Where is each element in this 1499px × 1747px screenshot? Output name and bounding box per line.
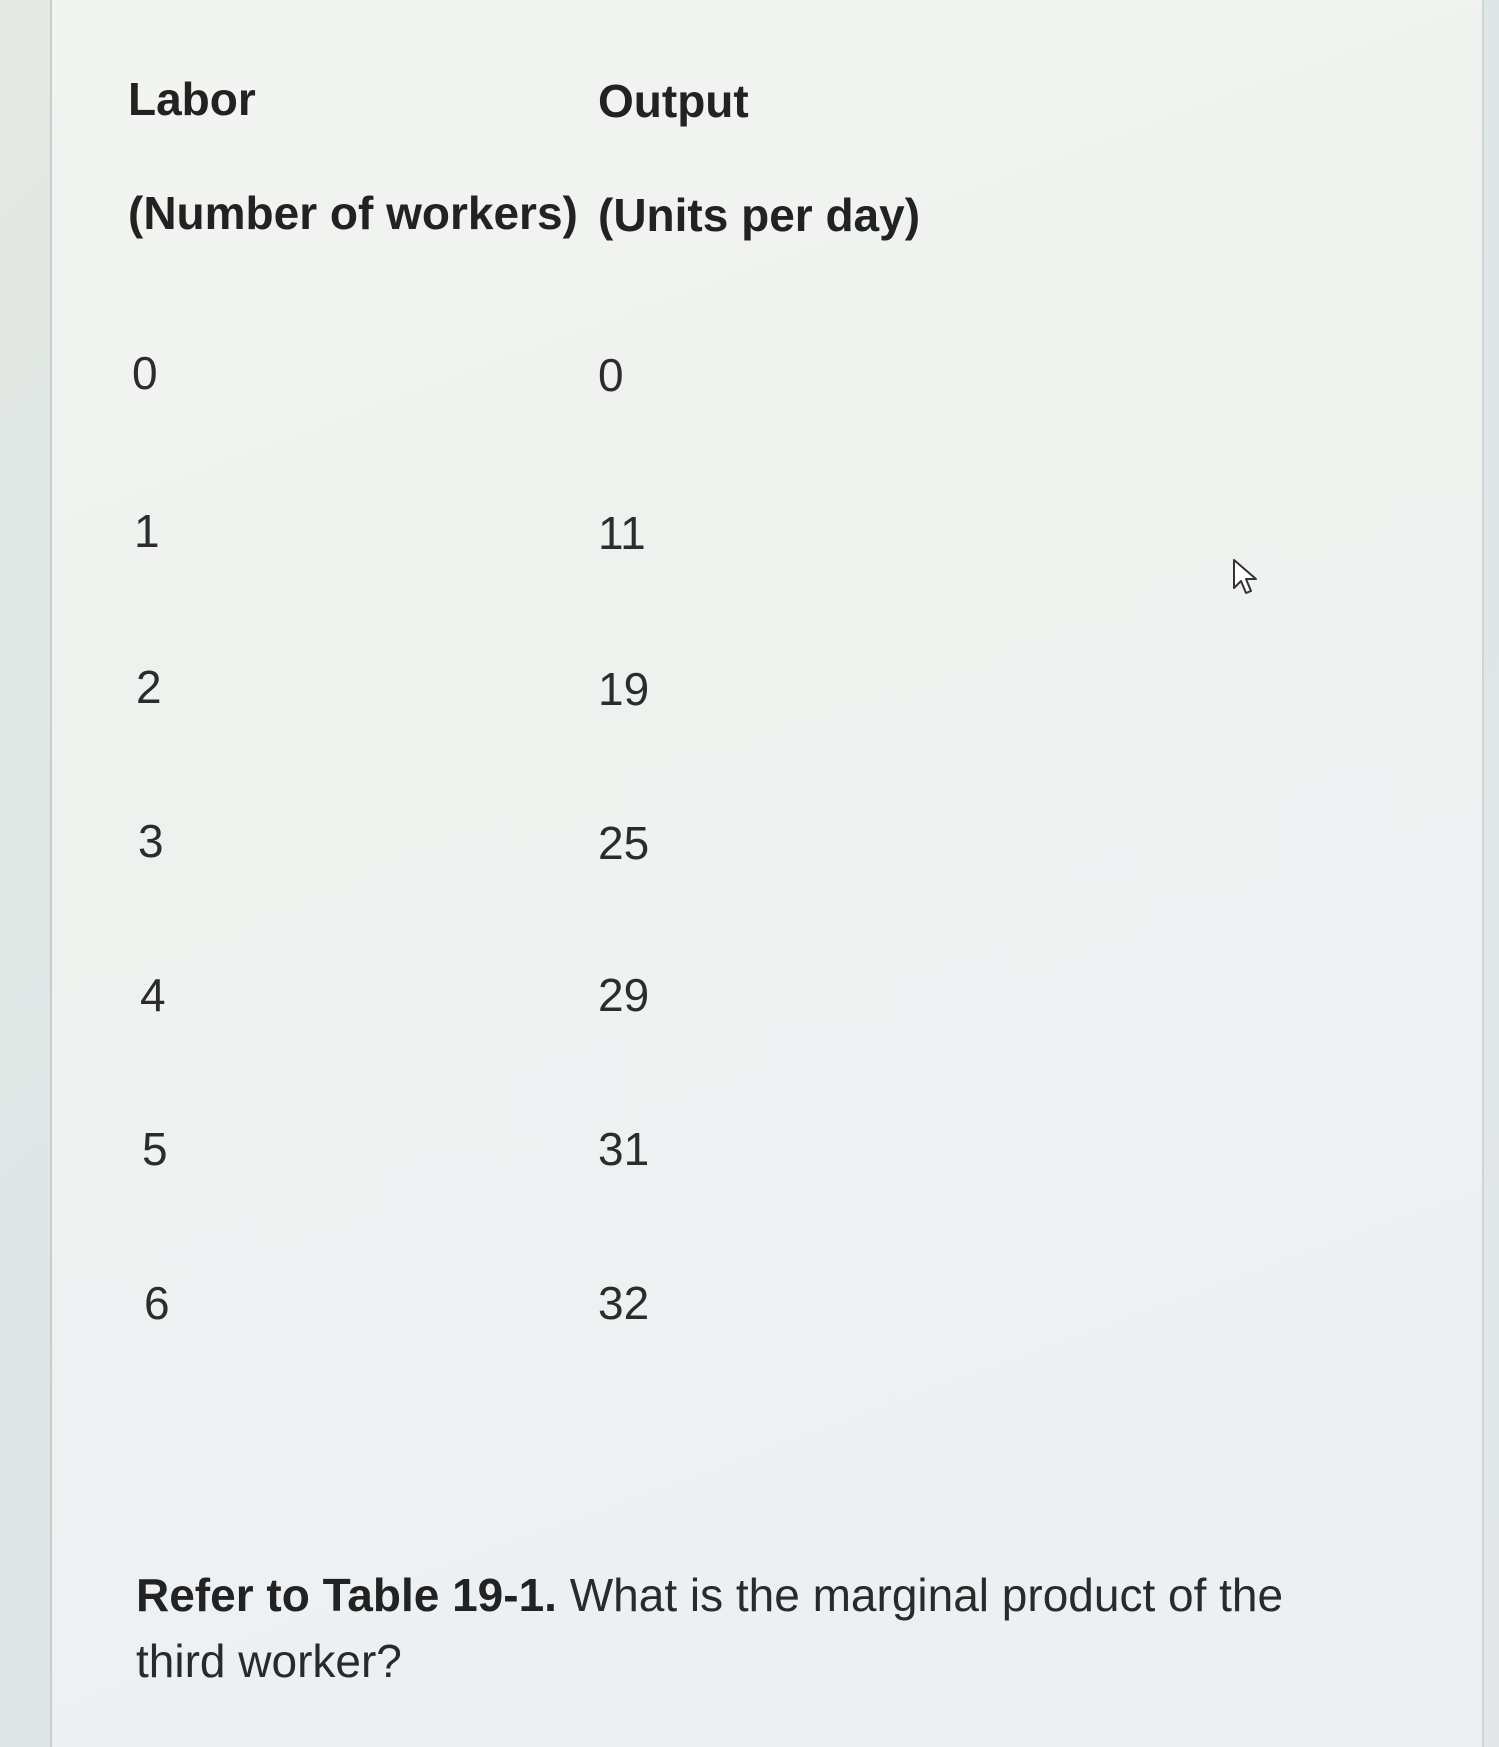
labor-cell-4: 4	[140, 969, 166, 1021]
output-cell-1: 11	[598, 507, 646, 559]
question-text	[136, 1562, 1316, 1694]
output-cell-5: 31	[598, 1123, 650, 1175]
question-reference: Refer to Table 19-1.	[136, 1569, 557, 1621]
labor-cell-6: 6	[144, 1277, 170, 1329]
output-cell-2: 19	[598, 663, 650, 715]
mouse-pointer-icon	[1232, 558, 1260, 598]
output-cell-4: 29	[598, 969, 650, 1021]
question-body: What is the marginal product of the third worker?	[136, 1569, 1284, 1687]
output-cell-3: 25	[598, 817, 650, 869]
labor-header: Labor	[128, 73, 256, 125]
labor-cell-1: 1	[134, 505, 160, 557]
labor-unit-header: (Number of workers)	[128, 187, 578, 239]
labor-cell-2: 2	[136, 661, 162, 713]
labor-cell-0: 0	[132, 347, 158, 399]
question-page	[50, 0, 1484, 1747]
output-unit-header: (Units per day)	[598, 189, 921, 241]
labor-cell-3: 3	[138, 815, 164, 867]
output-header: Output	[598, 75, 749, 127]
output-cell-0: 0	[598, 349, 624, 401]
output-cell-6: 32	[598, 1277, 650, 1329]
labor-cell-5: 5	[142, 1123, 168, 1175]
